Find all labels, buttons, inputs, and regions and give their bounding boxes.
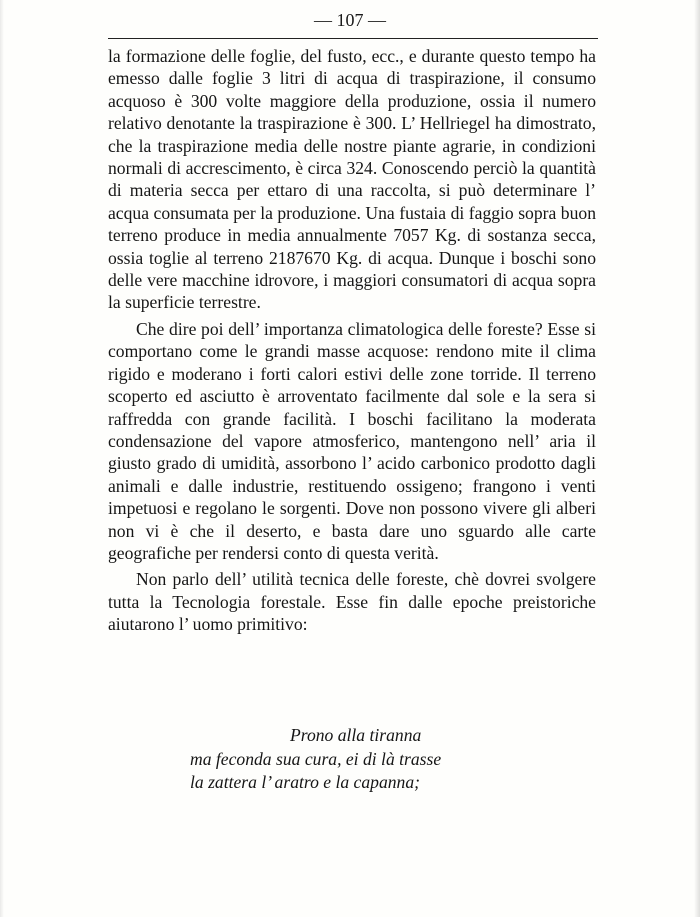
- poem-quote: [190, 724, 510, 795]
- poem-line-3: la zattera l’ aratro e la capanna;: [190, 772, 421, 792]
- page-edge-left: [0, 0, 4, 917]
- poem-line-2: ma feconda sua cura, ei di là trasse: [190, 748, 442, 769]
- paragraph-1: la formazione delle foglie, del fusto, ecc., e durante questo tempo ha emesso dalle foglie 3 litri di acqua di traspirazione, il consumo acquoso è 300 volte maggiore della produzione, ossia il numero relativo denotante la traspirazione è 300. L’ Hellriegel ha dimostrato, che la traspirazione media delle nostre piante agrarie, in condizioni normali di accrescimento, è circa 324. Conoscendo perciò la quantità di materia secca per ettaro di una raccolta, si può determinare l’ acqua consumata per la produzione. Una fustaia di faggio sopra buon terreno produce in media annualmente 7057 Kg. di sostanza secca, ossia toglie al terreno 2187670 Kg. di acqua. Dunque i boschi sono delle vere macchine idrovore, i maggiori consumatori di acqua sopra la superficie terrestre.: [108, 46, 596, 313]
- paragraph-2: [108, 318, 596, 564]
- paragraph-3-text: Non parlo dell’ utilità tecnica delle foreste, chè dovrei svolgere tutta la Tecnologia forestale. Esse fin dalle epoche preistoriche aiutarono l’ uomo primitivo:: [108, 569, 596, 635]
- page-number: — 107 —: [314, 10, 386, 30]
- poem-line-1: Prono alla tiranna: [290, 725, 422, 745]
- header-rule: [108, 38, 598, 39]
- page-edge-right: [694, 0, 700, 917]
- paragraph-3: [108, 568, 596, 635]
- body-text: [108, 45, 596, 636]
- paragraph-2-text: Che dire poi dell’ importanza climatologica delle foreste? Esse si comportano come le grandi masse acquose: rendono mite il clima rigido e moderano i forti calori estivi delle zone torride. Il terreno scoperto ed asciutto è arroventato facilmente dal sole e la sera si raffredda con grande facilità. I boschi facilitano la moderata condensazione del vapore atmosferico, mantengono nell’ aria il giusto grado di umidità, assorbono l’ acido carbonico prodotto dagli animali e dalle industrie, restituendo ossigeno; frangono i venti impetuosi e regolano le sorgenti. Dove non possono vivere gli alberi non vi è che il deserto, e basta dare uno sguardo alle carte geografiche per rendersi conto di questa verità.: [108, 318, 596, 563]
